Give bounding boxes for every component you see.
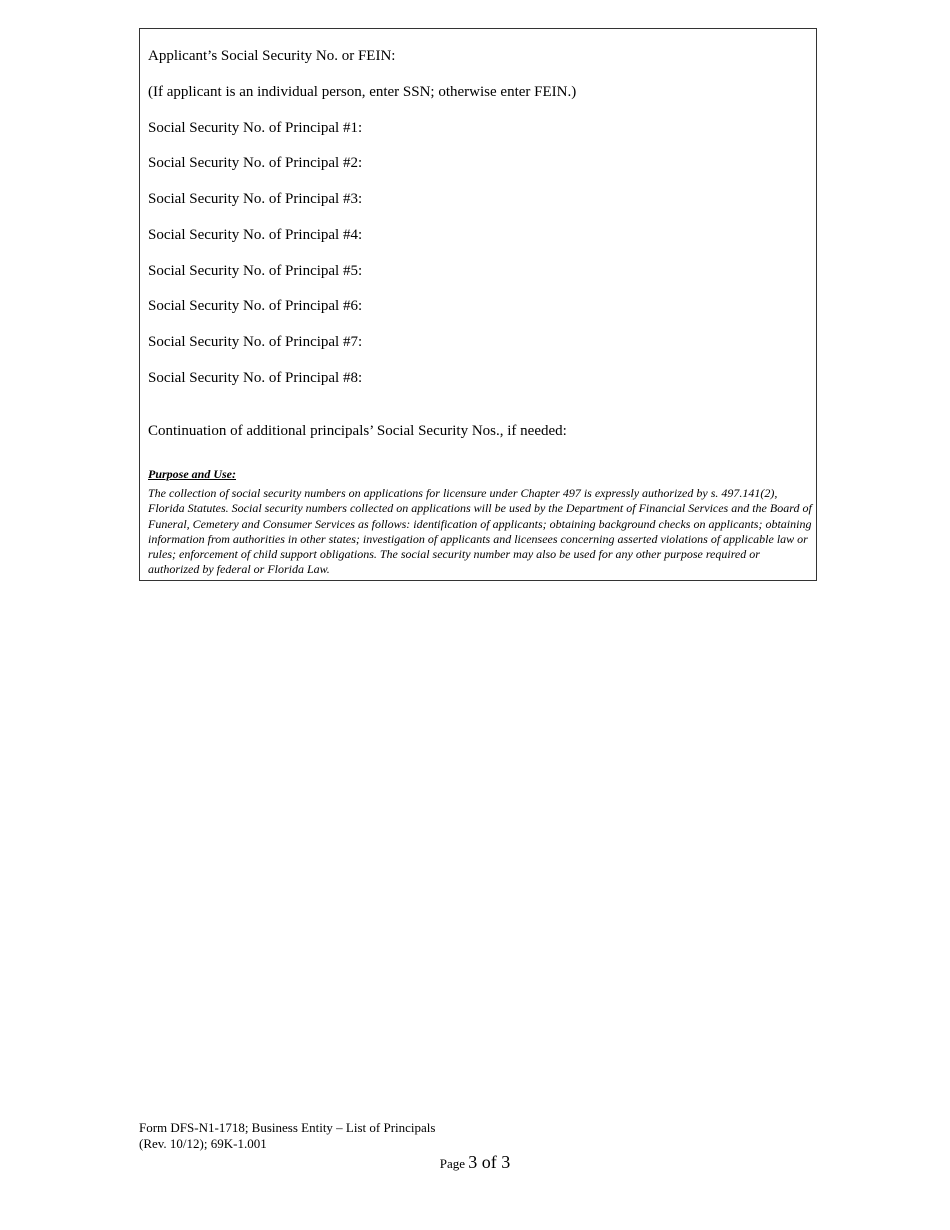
principal-6-ssn-label: Social Security No. of Principal #6:	[148, 298, 363, 314]
principal-3-ssn-label: Social Security No. of Principal #3:	[148, 191, 363, 207]
form-revision: (Rev. 10/12); 69K-1.001	[139, 1136, 267, 1151]
page-number	[0, 1152, 950, 1173]
purpose-heading: Purpose and Use:	[148, 467, 237, 481]
principal-7-ssn-label: Social Security No. of Principal #7:	[148, 334, 363, 350]
applicant-note: (If applicant is an individual person, enter SSN; otherwise enter FEIN.)	[148, 84, 577, 100]
page-word: Page	[439, 1156, 466, 1171]
continuation-label: Continuation of additional principals’ Social Security Nos., if needed:	[148, 423, 567, 439]
principal-5-ssn-label: Social Security No. of Principal #5:	[148, 263, 363, 279]
purpose-text: The collection of social security numbers on applications for licensure under Chapter 497 is expressly authorized by s. 497.141(2), Florida Statutes. Social security numbers collected on applications will be used by the Department of Financial Services and the Board of Funeral, Cemetery and Consumer Services as follows: identification of applicants; obtaining background checks on applicants; obtaining information from authorities in other states; investigation of applicants and licensees concerning asserted violations of applicable law or rules; enforcement of child support obligations. The social security number may also be used for any other purpose required or authorized by federal or Florida Law.	[148, 486, 812, 577]
principal-8-ssn-label: Social Security No. of Principal #8:	[148, 370, 363, 386]
ssn-form-box	[139, 28, 817, 581]
page-count: 3 of 3	[468, 1152, 511, 1172]
form-id: Form DFS-N1-1718; Business Entity – List of Principals	[139, 1120, 436, 1135]
applicant-ssn-label: Applicant’s Social Security No. or FEIN:	[148, 48, 396, 64]
principal-2-ssn-label: Social Security No. of Principal #2:	[148, 155, 363, 171]
principal-4-ssn-label: Social Security No. of Principal #4:	[148, 227, 363, 243]
principal-1-ssn-label: Social Security No. of Principal #1:	[148, 120, 363, 136]
form-footer	[139, 1120, 435, 1152]
